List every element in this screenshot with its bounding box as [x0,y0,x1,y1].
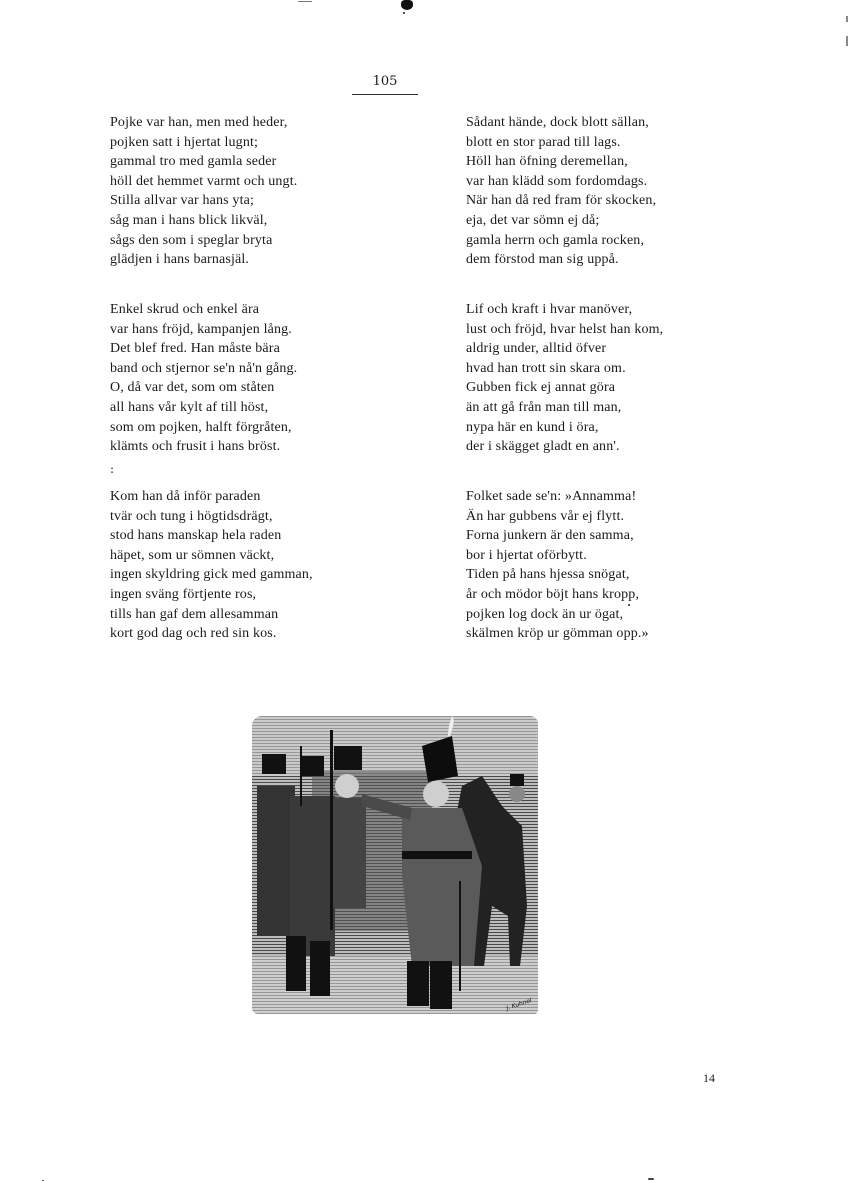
stray-mark: : [110,462,115,476]
engraving-illustration [252,716,538,1014]
verse-line: Folket sade se'n: »Annamma! [466,489,637,504]
verse-line: skälmen kröp ur gömman opp.» [466,626,649,642]
verse-line: band och stjernor se'n nå'n gång. [110,360,298,376]
verse-line: all hans vår kylt af till höst, [110,399,269,415]
verse-line: dem förstod man sig uppå. [466,252,619,268]
stanza-right-3 [466,487,649,644]
soldiers-scene-icon [252,716,538,1014]
verse-line: gamla herrn och gamla rocken, [466,232,645,248]
verse-line: lust och fröjd, hvar helst han kom, [466,321,664,337]
verse-line: När han då red fram för skocken, [466,193,657,209]
verse-line: pojken satt i hjertat lugnt; [110,134,259,150]
verse-line: gammal tro med gamla seder [110,154,277,170]
verse-line: eja, det var sömn ej då; [466,212,600,228]
verse-line: blott en stor parad till lags. [466,134,621,150]
verse-line: klämts och frusit i hans bröst. [110,439,281,455]
verse-line: aldrig under, alltid öfver [466,341,607,357]
verse-line: nypa här en kund i öra, [466,419,599,435]
verse-line: ingen skyldring gick med gamman, [110,567,313,583]
verse-line: pojken log dock än ur ögat, [466,606,624,622]
ink-blot [401,0,413,10]
scan-artifact [298,1,312,2]
stanza-right-1 [466,113,656,270]
verse-line: Forna junkern är den samma, [466,528,634,544]
verse-line: Höll han öfning deremellan, [466,154,628,170]
stanza-left-3 [110,487,313,644]
verse-line: än att gå från man till man, [466,399,622,415]
stanza-left-2 [110,300,297,457]
verse-line: kort god dag och red sin kos. [110,626,277,642]
verse-line: år och mödor böjt hans kropp, [466,586,640,602]
ink-speck [628,604,630,606]
verse-line: Än har gubbens vår ej flytt. [466,508,625,524]
page-number: 105 [352,74,418,95]
verse-line: Stilla allvar var hans yta; [110,193,255,209]
verse-line: var han klädd som fordomdags. [466,173,648,189]
verse-line: höll det hemmet varmt och ungt. [110,173,298,189]
verse-line: Pojke var han, men med heder, [110,115,288,130]
verse-line: Enkel skrud och enkel ära [110,302,260,317]
verse-line: tvär och tung i högtidsdrägt, [110,508,273,524]
verse-line: ingen sväng förtjente ros, [110,586,257,602]
verse-line: Det blef fred. Han måste bära [110,341,280,357]
verse-line: tills han gaf dem allesamman [110,606,279,622]
verse-line: Gubben fick ej annat göra [466,380,616,396]
verse-line: sågs den som i speglar bryta [110,232,273,248]
ink-speck [648,1178,654,1180]
verse-line: bor i hjertat oförbytt. [466,547,587,563]
verse-line: såg man i hans blick likväl, [110,212,268,228]
verse-line: glädjen i hans barnasjäl. [110,252,250,268]
verse-line: Lif och kraft i hvar manöver, [466,302,633,317]
verse-line: Kom han då inför paraden [110,489,261,504]
sheet-signature: 14 [703,1071,715,1085]
verse-line: Tiden på hans hjessa snögat, [466,567,630,583]
verse-line: stod hans manskap hela raden [110,528,282,544]
artist-signature: J. Kuhnel [505,997,533,1012]
verse-line: Sådant hände, dock blott sällan, [466,115,649,130]
verse-line: hvad han trott sin skara om. [466,360,626,376]
verse-line: O, då var det, som om ståten [110,380,275,396]
verse-line: var hans fröjd, kampanjen lång. [110,321,292,337]
ink-speck [403,12,405,14]
stanza-right-2 [466,300,663,457]
verse-line: der i skägget gladt en ann'. [466,439,620,455]
verse-line: som om pojken, halft förgråten, [110,419,292,435]
stanza-left-1 [110,113,297,270]
verse-line: häpet, som ur sömnen väckt, [110,547,275,563]
